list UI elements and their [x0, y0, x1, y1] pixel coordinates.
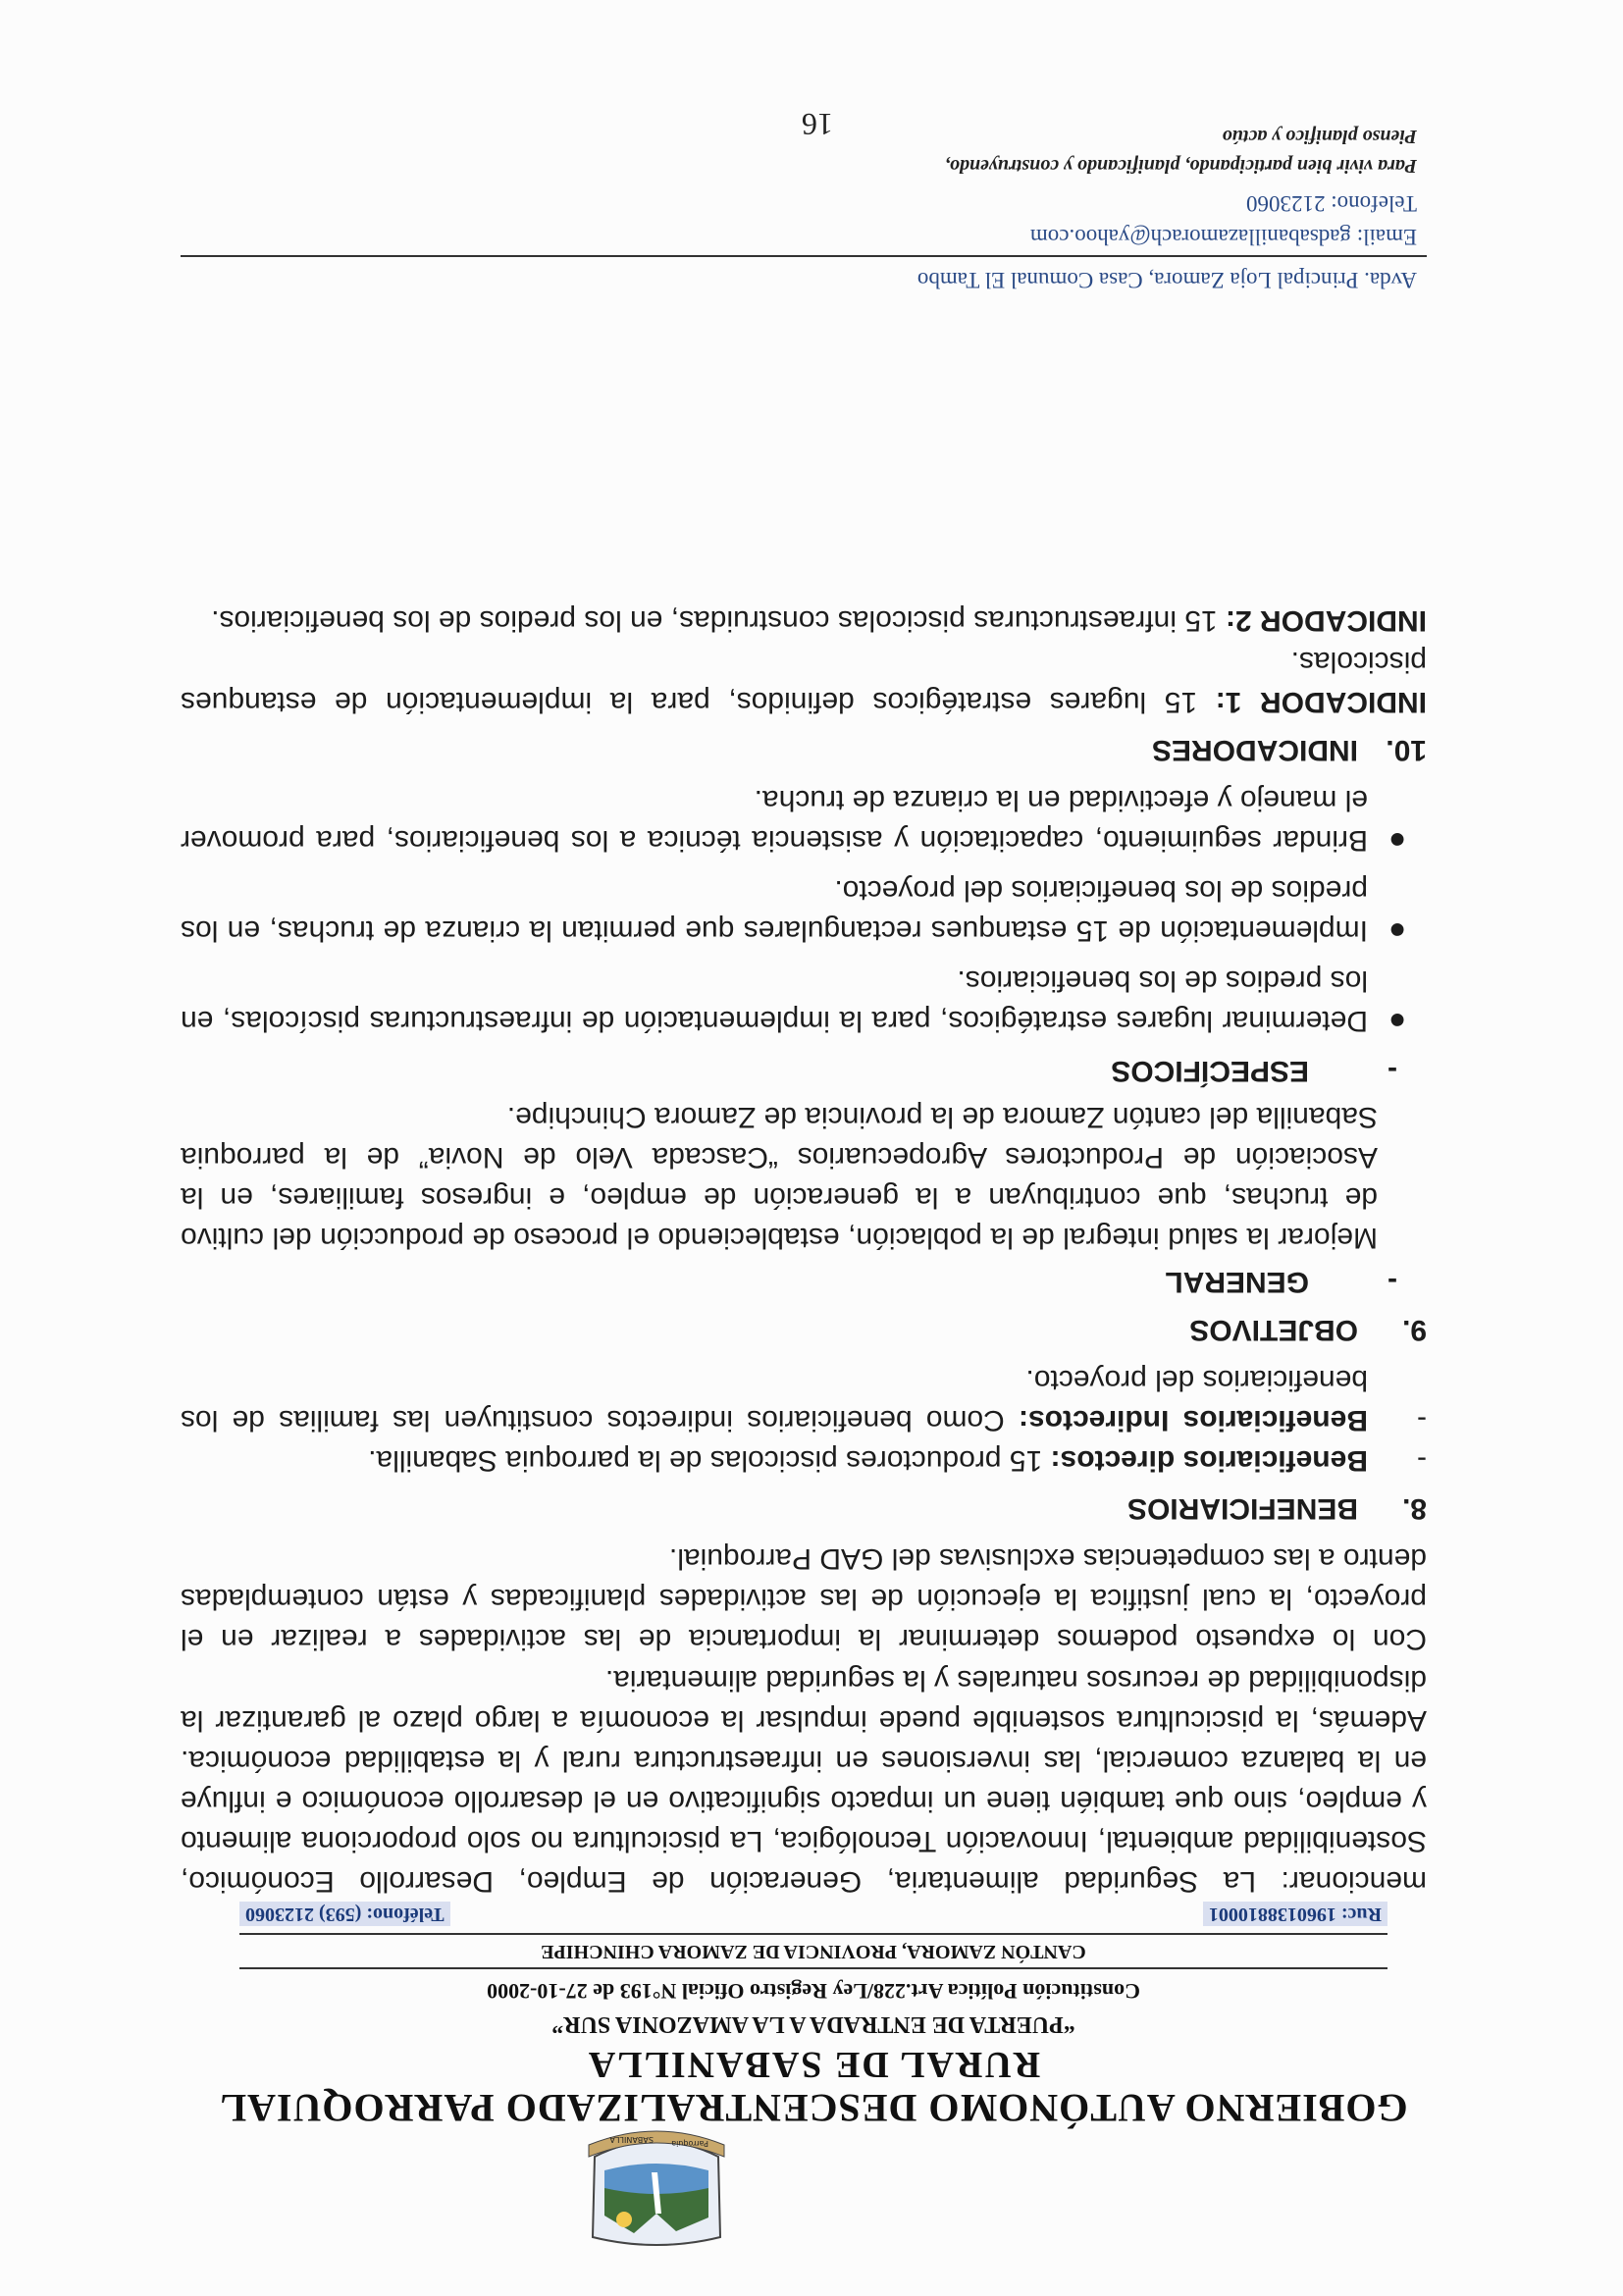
section-title: BENEFICIARIOS: [1126, 1492, 1358, 1525]
section-number: 10.: [1386, 734, 1427, 766]
indicator-2: [181, 600, 1427, 641]
paragraph-general-objective: Mejorar la salud integral de la población, estableciendo el proceso de producción del cultivo de truchas, que contribuyan a la generación de empleo, e ingresos familiares, en la Asociación de Productores Agropecuarios “Cascada Velo de Novia” de la parroquia Sabanilla del cantón Zamora de la provincia de Zamora Chinchipe.: [181, 1101, 1378, 1254]
list-item-text: Implementación de 15 estanques rectangulares que permitan la crianza de truchas, en los predios de los beneficiarios del proyecto.: [181, 874, 1368, 947]
list-item-text: [181, 1360, 1368, 1440]
item-text: 15 productores piscicolas de la parroquia Sabanilla.: [368, 1444, 1051, 1477]
canton-line: CANTÓN ZAMORA, PROVINCIA DE ZAMORA CHINCHIPE: [541, 1941, 1086, 1962]
footer-motto-secondary: Pienso planifico y actúo: [1222, 126, 1417, 147]
list-item-text: [181, 1440, 1368, 1481]
section-beneficiarios-heading: [181, 1488, 1427, 1529]
dash-marker: -: [1417, 1444, 1427, 1477]
org-subname: RURAL DE SABANILLA: [586, 2044, 1041, 2085]
section-number: 8.: [1401, 1492, 1427, 1525]
section-objetivos-heading: [181, 1310, 1427, 1350]
item-label: Beneficiarios Indirectos:: [1019, 1404, 1368, 1436]
section-number: 9.: [1401, 1314, 1427, 1346]
section-indicadores-heading: [181, 730, 1427, 770]
list-item-text: Brindar seguimiento, capacitación y asistencia técnica a los beneficiarios, para promover el manejo y efectividad en la crianza de trucha.: [181, 784, 1368, 857]
subsection-title: GENERAL: [1165, 1266, 1309, 1298]
list-item: [181, 780, 1427, 861]
footer-phone: Telefono: 2123060: [1245, 191, 1417, 216]
list-item-text: Determinar lugares estratégicos, para la implementación de infraestructuras piscícolas, en los predios de los beneficiarios.: [181, 965, 1368, 1037]
section-title: INDICADORES: [1151, 734, 1358, 766]
list-item: [181, 870, 1427, 951]
paragraph-conclusion: Con lo expuesto podemos determinar la importancia de las actividades a realizar en el proyecto, la cual justifica la ejecución de las actividades planificadas y están contempladas dentro a las competencias exclusivas del GAD Parroquial.: [181, 1542, 1427, 1655]
indicator-label: INDICADOR 1:: [1215, 686, 1427, 718]
list-item: [181, 1360, 1427, 1440]
parish-seal-logo: [583, 2129, 730, 2247]
indicator-label: INDICADOR 2:: [1225, 604, 1427, 637]
indicator-1: [181, 642, 1427, 722]
subsection-general-heading: [181, 1262, 1427, 1302]
footer-motto: Para vivir bien participando, planificando y construyendo,: [944, 155, 1417, 177]
document-body: [181, 600, 1427, 1902]
subsection-title: ESPECÍFICOS: [1111, 1055, 1309, 1087]
header-rule-bottom: [239, 1933, 1387, 1935]
list-item: [181, 1440, 1427, 1481]
header-phone: Teléfono: (593) 2123060: [239, 1902, 450, 1926]
bullet-marker: ●: [1387, 914, 1407, 947]
list-item: [181, 961, 1427, 1041]
bullet-marker: ●: [1387, 1005, 1407, 1037]
dash-marker: -: [1387, 1266, 1397, 1298]
paragraph-intro: mencionar: La Seguridad alimentaria, Generación de Empleo, Desarrollo Económico, Sostenibilidad ambiental, Innovación Tecnológica, La piscicultura no solo proporciona alimento y empleo, sino que también tiene un impacto significativo en el desarrollo económico e influye en la balanza comercial, las inversiones en infraestructura rural y la estabilidad económica. Además, la piscicultura sostenible puede impulsar la economía a largo plazo al garantizar la disponibilidad de recursos naturales y la seguridad alimentaria.: [181, 1664, 1427, 1898]
page-number: 16: [802, 107, 833, 142]
section-title: OBJETIVOS: [1189, 1314, 1358, 1346]
logo-label-left: Parroquia: [671, 2139, 708, 2148]
dash-marker: -: [1387, 1055, 1397, 1087]
slogan: “PUERTA DE ENTRADA A LA AMAZONIA SUR”: [551, 2011, 1075, 2037]
bullet-marker: ●: [1387, 824, 1407, 857]
header-rule-top: [239, 1967, 1387, 1969]
footer-address: Avda. Principal Loja Zamora, Casa Comunal El Tambo: [916, 268, 1417, 292]
indicator-text: 15 lugares estratégicos definidos, para la implementación de estanques piscicolas.: [181, 646, 1427, 718]
org-name: GOBIERNO AUTÓNOMO DESCENTRALIZADO PARROQUIAL: [219, 2086, 1408, 2130]
subsection-specific-heading: [181, 1051, 1427, 1091]
ruc-number: Ruc: 1960138810001: [1203, 1902, 1387, 1926]
footer-rule: [181, 255, 1427, 257]
letterhead: [190, 1904, 1437, 2247]
dash-marker: -: [1417, 1404, 1427, 1436]
footer-email: Email: gadsabanillazamorach@yahoo.com: [1029, 225, 1417, 249]
logo-label-center: SABANILLA: [609, 2135, 654, 2144]
item-label: Beneficiarios directos:: [1050, 1444, 1368, 1477]
constitution-line: Constitución Política Art.228/Ley Registro Oficial N°193 de 27-10-2000: [487, 1979, 1140, 2004]
indicator-text: 15 infraestructuras piscicolas construidas, en los predios de los beneficiarios.: [211, 604, 1226, 637]
item-text: Como beneficiarios indirectos constituyen las familias de los beneficiarios del proyecto.: [181, 1364, 1368, 1436]
